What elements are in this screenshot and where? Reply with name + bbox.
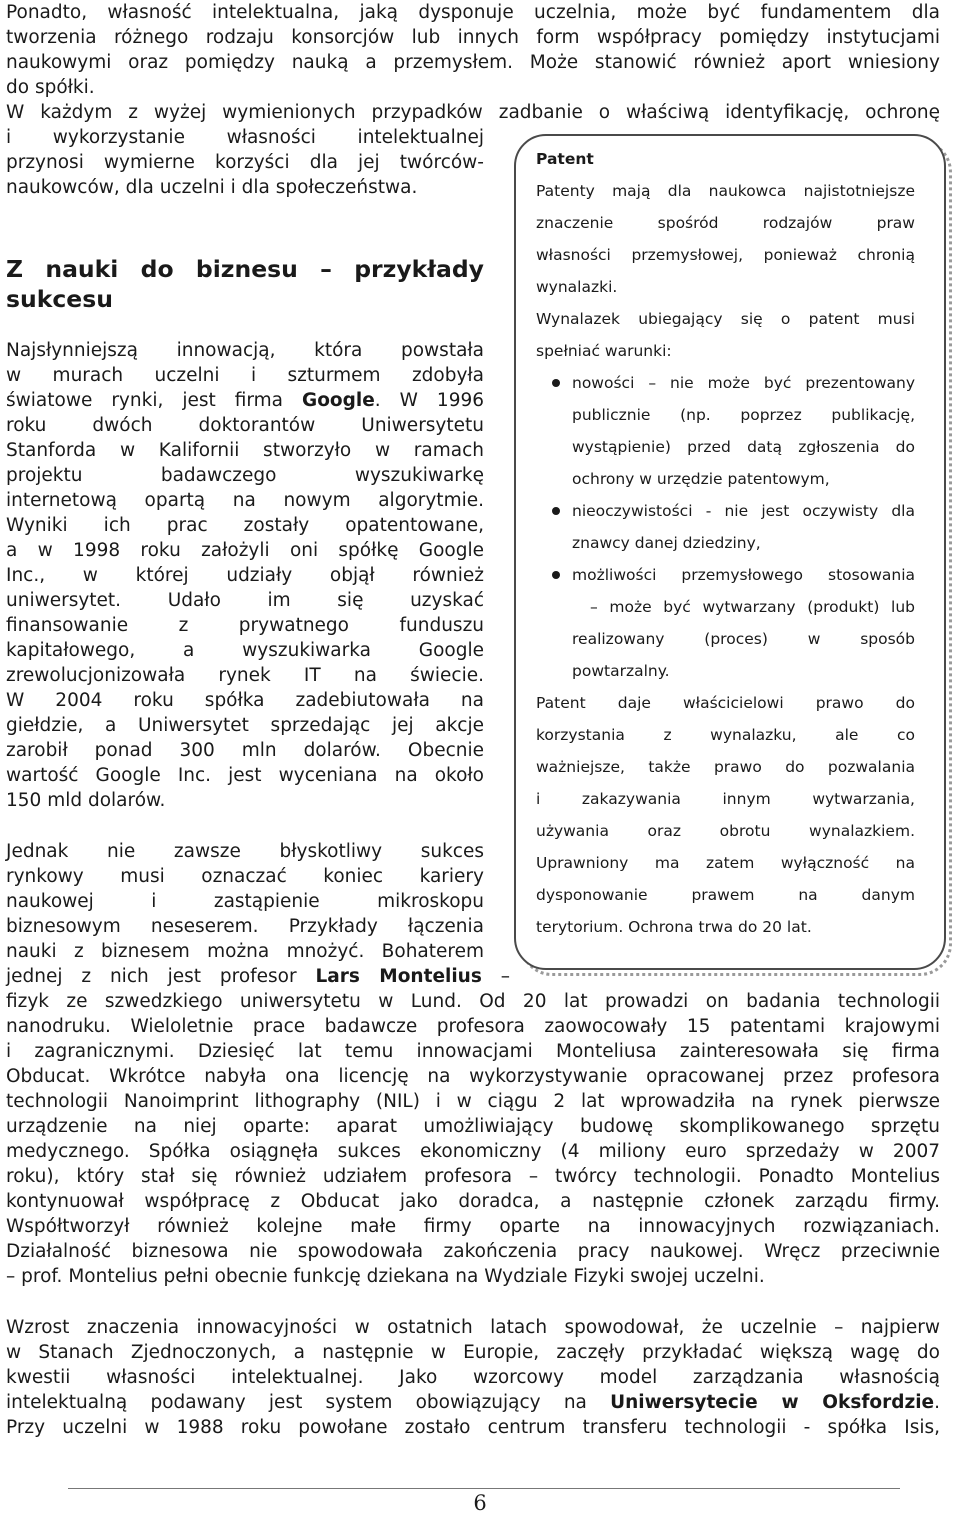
patent-outro-line-3: ważniejsze, także prawo do pozwalania (536, 758, 915, 776)
patent-outro-line-6: Uprawniony ma zatem wyłączność na (536, 854, 915, 872)
montelius-line-18: – prof. Montelius pełni obecnie funkcję dziekana na Wydziale Fizyki swojej uczelni. (6, 1266, 765, 1287)
montelius-line-16: Współtworzył również kolejne małe firmy oparte na innowacyjnych rozwiązaniach. (6, 1216, 940, 1237)
condition-industrial-line-1: możliwości przemysłowego stosowania (572, 566, 915, 584)
patent-intro-line-4: wynalazki. (536, 278, 618, 296)
google-line-16: giełdzie, a Uniwersytet sprzedając jej akcje (6, 715, 484, 736)
google-line-2: w murach uczelni i szturmem zdobyła (6, 365, 484, 386)
condition-nonobviousness-line-1: nieoczywistości - nie jest oczywisty dla (572, 502, 915, 520)
patent-intro-line-2: znaczenie spośród rodzajów praw (536, 214, 915, 232)
patent-outro-line-1: Patent daje właścicielowi prawo do (536, 694, 915, 712)
google-line-1: Najsłynniejszą innowacją, która powstała (6, 340, 484, 361)
condition-novelty-line-1: nowości – nie może być prezentowany (572, 374, 915, 392)
patent-outro-line-5: używania oraz obrotu wynalazkiem. (536, 822, 915, 840)
intro-line-3: naukowymi oraz pomiędzy nauką a przemysłem. Może stanowić również aport wniesiony (6, 52, 940, 73)
oxford-university-name: Uniwersytecie w Oksfordzie (610, 1392, 935, 1413)
google-line-5: Stanforda w Kalifornii stworzyło w ramach (6, 440, 484, 461)
montelius-line-10: Obducat. Wkrótce nabyła ona licencję na wykorzystywanie opracowanej przez profesora (6, 1066, 940, 1087)
condition-nonobviousness-line-2: znawcy danej dziedziny, (572, 534, 761, 552)
page-number: 6 (473, 1491, 487, 1515)
google-line-19: 150 mld dolarów. (6, 790, 166, 811)
montelius-line-7: fizyk ze szwedzkiego uniwersytetu w Lund. Od 20 lat prowadzi on badania technologii (6, 991, 940, 1012)
google-line-12: finansowanie z prywatnego funduszu (6, 615, 484, 636)
patent-outro-line-7: dysponowanie prawem na danym (536, 886, 915, 904)
google-line-6: projektu badawczego wyszukiwarkę (6, 465, 484, 486)
montelius-line-9: i zagranicznymi. Dziesięć lat temu innowacjami Monteliusa zainteresowała się firma (6, 1041, 940, 1062)
importance-line-4: naukowców, dla uczelni i dla społeczeństwa. (6, 177, 418, 198)
oxford-line-3: kwestii własności intelektualnej. Jako wzorcowy model zarządzania własnością (6, 1367, 940, 1388)
google-line-14: zrewolucjonizowała rynek IT na świecie. (6, 665, 484, 686)
montelius-line-14: roku), który stał się również udziałem profesora – twórcy technologii. Ponadto Montelius (6, 1166, 940, 1187)
google-company-name: Google (302, 390, 375, 411)
montelius-line-15: kontynuował współpracę z Obducat jako doradca, a następnie członek zarządu firmy. (6, 1191, 940, 1212)
google-line-9: a w 1998 roku założyli oni spółkę Google (6, 540, 484, 561)
montelius-line-2: rynkowy musi oznaczać koniec kariery (6, 866, 484, 887)
google-line-8: Wyniki ich prac zostały opatentowane, (6, 515, 484, 536)
google-line-7: internetową opartą na nowym algorytmie. (6, 490, 484, 511)
condition-novelty-line-3: wystąpienie) przed datą zgłoszenia do (572, 438, 915, 456)
list-bullet-icon (552, 571, 560, 579)
condition-novelty-line-2: publicznie (np. poprzez publikację, (572, 406, 915, 424)
google-line-17: zarobił ponad 300 mln dolarów. Obecnie (6, 740, 484, 761)
section-heading-line-2: sukcesu (6, 285, 113, 313)
condition-industrial-line-3: realizowany (proces) w sposób (572, 630, 915, 648)
importance-line-1: W każdym z wyżej wymienionych przypadków zadbanie o właściwą identyfikację, ochronę (6, 102, 940, 123)
intro-line-2: tworzenia różnego rodzaju konsorcjów lub innych form współpracy pomiędzy instytucjami (6, 27, 940, 48)
google-line-15: W 2004 roku spółka zadebiutowała na (6, 690, 484, 711)
list-bullet-icon (552, 379, 560, 387)
montelius-line-4: biznesowym neseserem. Przykłady łączenia (6, 916, 484, 937)
patent-outro-line-8: terytorium. Ochrona trwa do 20 lat. (536, 918, 812, 936)
oxford-line-2: w Stanach Zjednoczonych, a następnie w Europie, zaczęły przykładać większą wagę do (6, 1342, 940, 1363)
google-line-3: światowe rynki, jest firma Google. W 1996 (6, 390, 484, 411)
oxford-line-1: Wzrost znaczenia innowacyjności w ostatnich latach spowodował, że uczelnie – najpierw (6, 1317, 940, 1338)
patent-intro-line-1: Patenty mają dla naukowca najistotniejsze (536, 182, 915, 200)
montelius-line-1: Jednak nie zawsze błyskotliwy sukces (6, 841, 484, 862)
montelius-line-8: nanodruku. Wieloletnie prace badawcze profesora zaowocowały 15 patentami krajowymi (6, 1016, 940, 1037)
montelius-line-11: technologii Nanoimprint lithography (NIL) i w ciągu 2 lat wprowadziła na rynek pierwsze (6, 1091, 940, 1112)
google-line-18: wartość Google Inc. jest wyceniana na około (6, 765, 484, 786)
montelius-line-5: nauki z biznesem można mnożyć. Bohaterem (6, 941, 484, 962)
montelius-line-13: medycznego. Spółka osiągnęła sukces ekonomiczny (4 miliony euro sprzedaży w 2007 (6, 1141, 940, 1162)
montelius-line-12: urządzenie na niej oparte: aparat umożliwiający budowę skomplikowanego sprzętu (6, 1116, 940, 1137)
importance-line-3: przynosi wymierne korzyści dla jej twórców- (6, 152, 484, 173)
montelius-line-3: naukowej i zastąpienie mikroskopu (6, 891, 484, 912)
intro-line-4: do spółki. (6, 77, 95, 98)
condition-industrial-line-4: powtarzalny. (572, 662, 670, 680)
google-line-11: uniwersytet. Udało im się uzyskać (6, 590, 484, 611)
montelius-line-6: jednej z nich jest profesor Lars Montelius – (6, 966, 510, 987)
google-line-4: roku dwóch doktorantów Uniwersytetu (6, 415, 484, 436)
oxford-line-4: intelektualną podawany jest system obowiązujący na Uniwersytecie w Oksfordzie. (6, 1392, 940, 1413)
patent-intro-line-5: Wynalazek ubiegający się o patent musi (536, 310, 915, 328)
patent-outro-line-4: i zakazywania innym wytwarzania, (536, 790, 915, 808)
patent-outro-line-2: korzystania z wynalazku, ale co (536, 726, 915, 744)
patent-intro-line-3: własności przemysłowej, ponieważ chronią (536, 246, 915, 264)
importance-line-2: i wykorzystanie własności intelektualnej (6, 127, 484, 148)
montelius-name: Lars Montelius (315, 966, 482, 987)
google-line-13: kapitałowego, a wyszukiwarka Google (6, 640, 484, 661)
list-bullet-icon (552, 507, 560, 515)
google-line-10: Inc., w której udziały objął również (6, 565, 484, 586)
condition-novelty-line-4: ochrony w urzędzie patentowym, (572, 470, 830, 488)
section-heading-line-1: Z nauki do biznesu – przykłady (6, 255, 484, 283)
oxford-line-5: Przy uczelni w 1988 roku powołane zostało centrum transferu technologii - spółka Isis, (6, 1417, 940, 1438)
condition-industrial-line-2: – może być wytwarzany (produkt) lub (590, 598, 915, 616)
footer-rule (68, 1488, 900, 1489)
intro-line-1: Ponadto, własność intelektualna, jaką dysponuje uczelnia, może być fundamentem dla (6, 2, 940, 23)
patent-box-title: Patent (536, 150, 594, 168)
montelius-line-17: Działalność biznesowa nie spowodowała zakończenia pracy naukowej. Wręcz przeciwnie (6, 1241, 940, 1262)
patent-intro-line-6: spełniać warunki: (536, 342, 672, 360)
